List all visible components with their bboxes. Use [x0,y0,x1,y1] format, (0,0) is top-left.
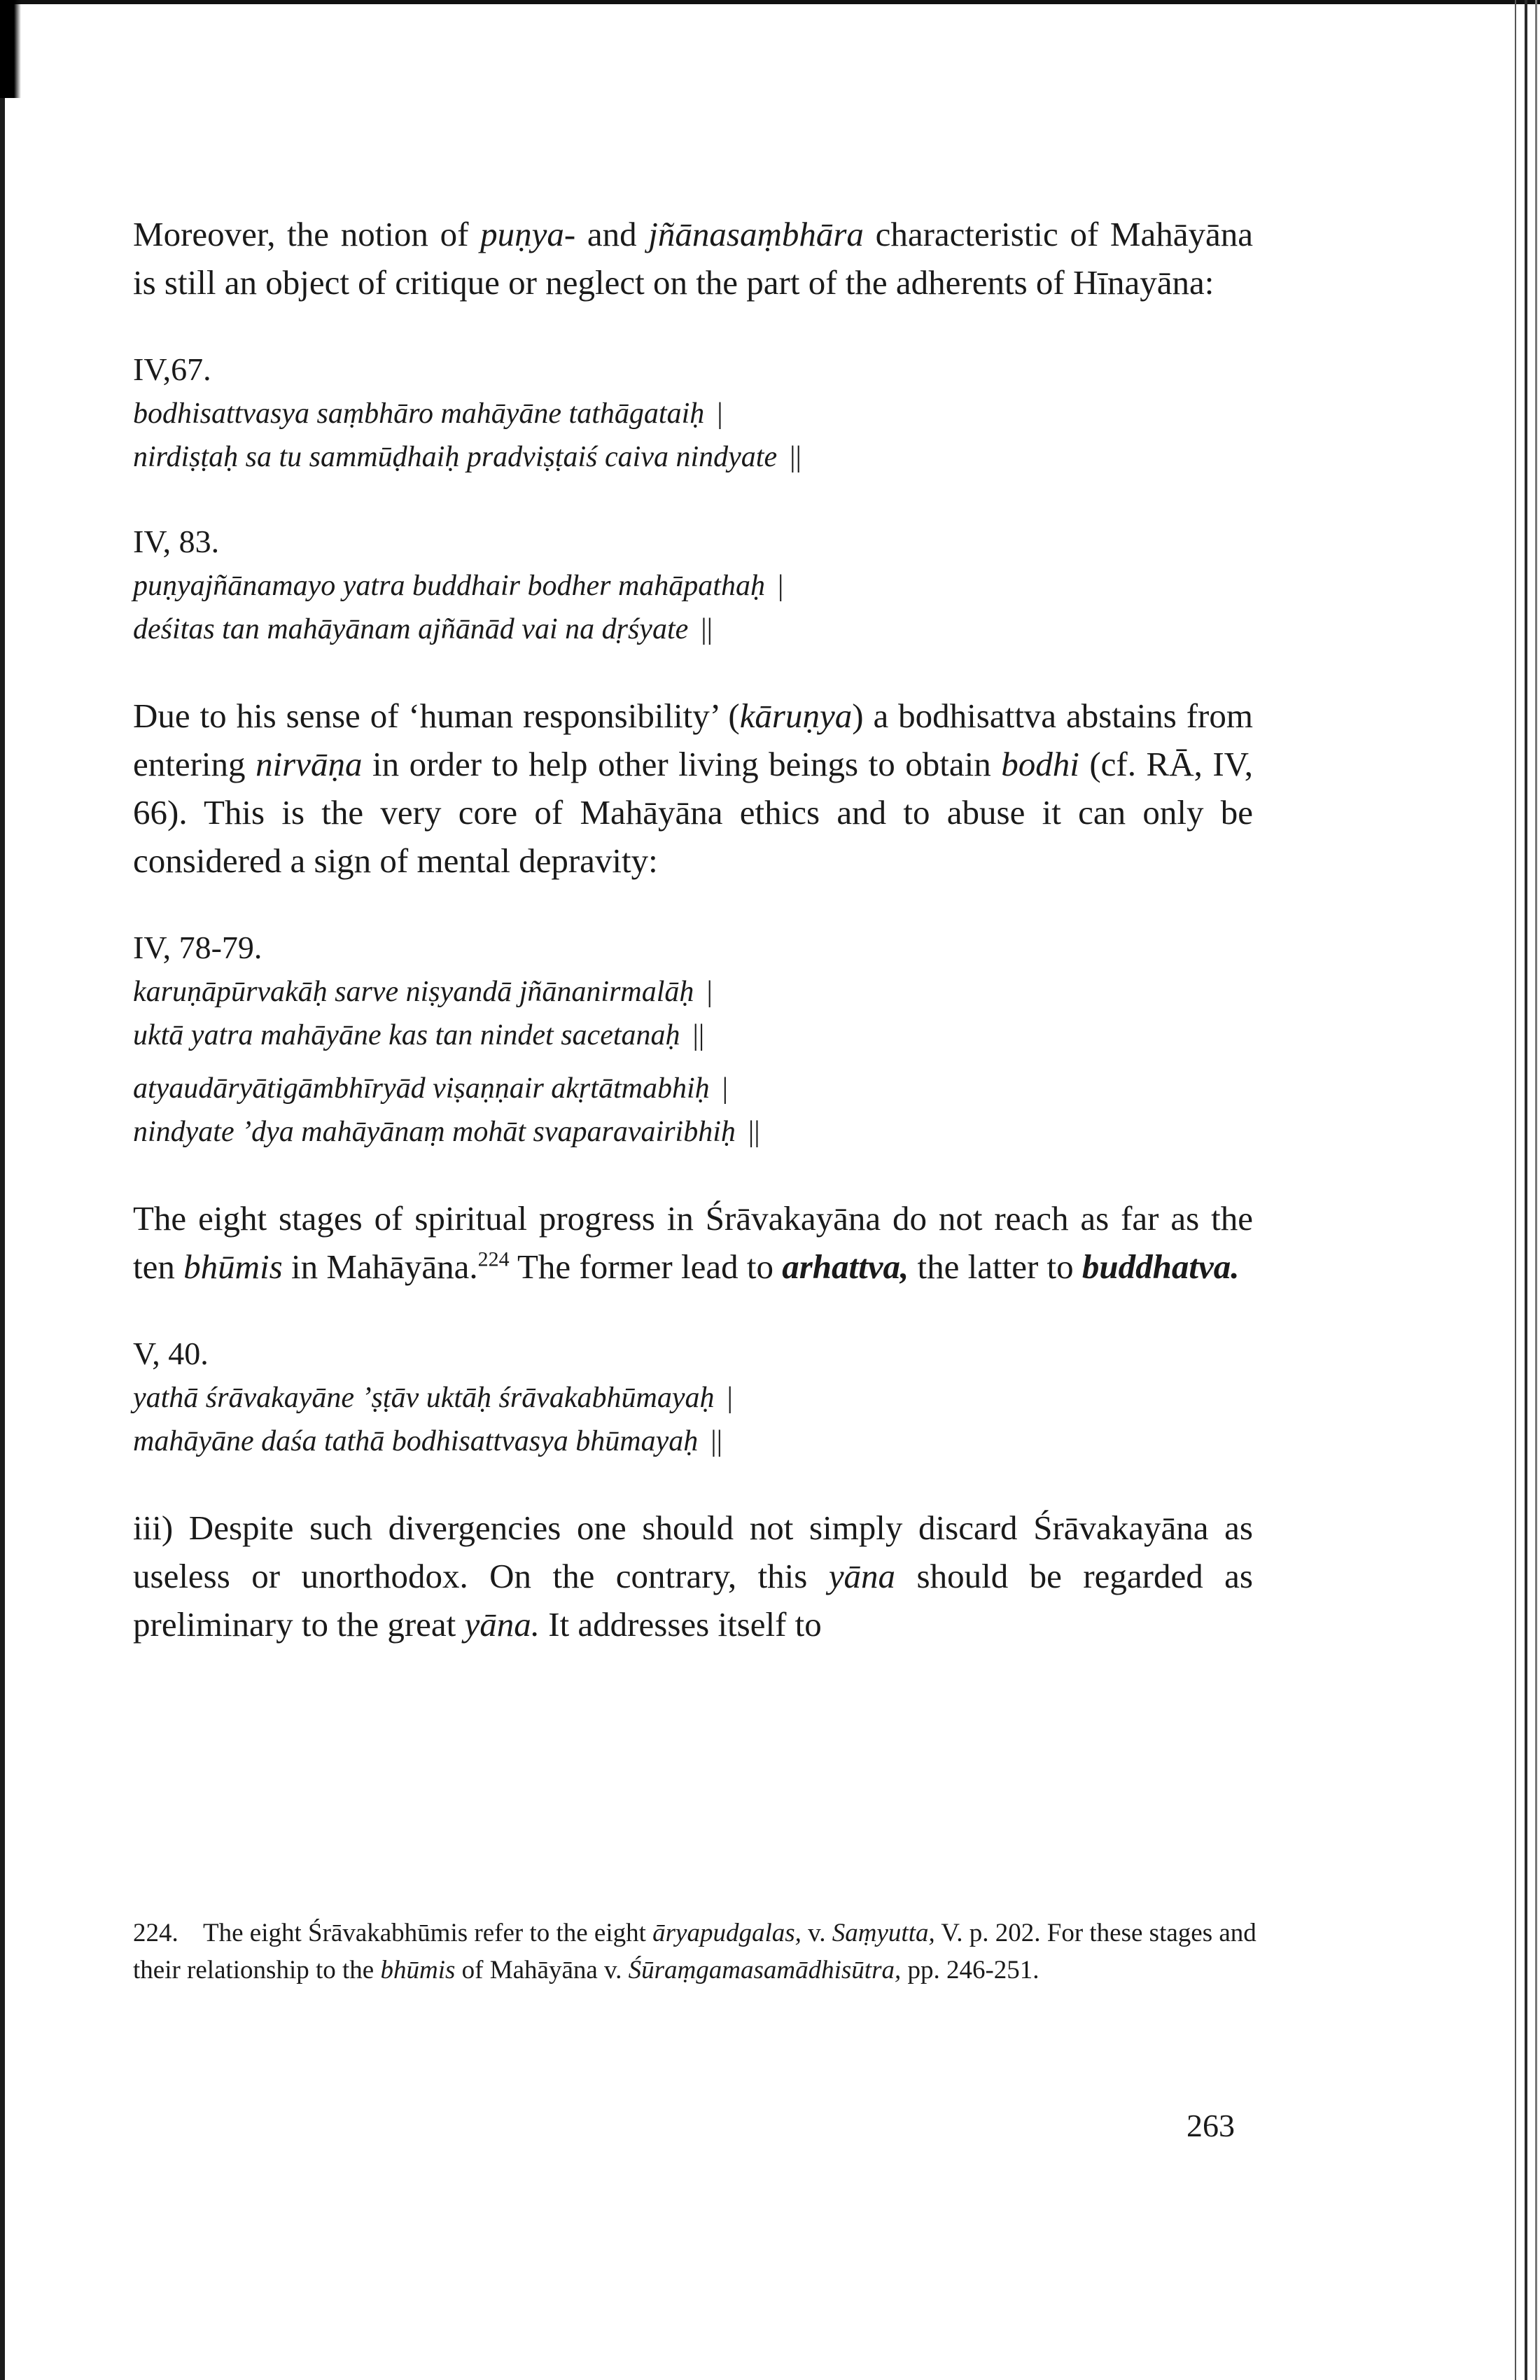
scan-edge-right-outer [1535,0,1537,2380]
verse-line: atyaudāryātigāmbhīryād viṣaṇṇair akṛtātmabhiḥ | [133,1072,729,1105]
verse-line: bodhisattvasya saṃbhāro mahāyāne tathāgataiḥ | [133,398,723,430]
footnote-224 [133,1914,1267,1989]
verse-line: puṇyajñānamayo yatra buddhair bodher mahāpathaḥ | [133,570,784,602]
scan-edge-right [1525,0,1527,2380]
footnote-marker[interactable]: 224 [477,1247,510,1271]
verse-block-iv-78-79 [133,925,1253,1154]
verse-reference: IV, 78-79. [133,930,262,965]
verse-reference: V, 40. [133,1336,209,1371]
verse-block-iv-67 [133,347,1253,479]
verse-line: uktā yatra mahāyāne kas tan nindet sacetanaḥ || [133,1019,705,1051]
verse-block-v-40 [133,1331,1253,1463]
footnote-text: 224. The eight Śrāvakabhūmis refer to the eight āryapudgalas, v. Saṃyutta, V. p. 202. For these stages and their relationship to the bhūmis of Mahāyāna v. Śūraṃgamasamādhisūtra, pp. 246-251. [133,1914,1267,1989]
paragraph-bhumis: The eight stages of spiritual progress in Śrāvakayāna do not reach as far as the ten bhūmis in Mahāyāna.$^{224}$ The former lead to arhattva, the latter to buddhatva. [133,1199,1253,1286]
verse-line: nindyate ’dya mahāyānaṃ mohāt svaparavairibhiḥ || [133,1116,760,1148]
footnote-number: 224. [133,1919,178,1947]
verse-reference: IV, 83. [133,524,220,559]
scan-edge-right-inner [1515,0,1516,2380]
verse-reference: IV,67. [133,351,211,387]
scan-corner-shadow [0,0,21,98]
paragraph-intro: Moreover, the notion of puṇya- and jñānasaṃbhāra characteristic of Mahāyāna is still an object of critique or neglect on the part of the adherents of Hīnayāna: [133,215,1253,302]
verse-line: deśitas tan mahāyānam ajñānād vai na dṛśyate || [133,613,713,645]
scan-edge-left [0,0,5,2380]
verse-line: mahāyāne daśa tathā bodhisattvasya bhūmayaḥ || [133,1425,723,1457]
paragraph-karunya: Due to his sense of ‘human responsibility’ (kāruṇya) a bodhisattva abstains from entering nirvāṇa in order to help other living beings to obtain bodhi (cf. RĀ, IV, 66). This is the very core of Mahāyāna ethics and to abuse it can only be considered a sign of mental depravity: [133,696,1253,880]
verse-line: karuṇāpūrvakāḥ sarve niṣyandā jñānanirmalāḥ | [133,976,713,1008]
verse-line: nirdiṣṭaḥ sa tu sammūḍhaiḥ pradviṣṭaiś caiva nindyate || [133,441,802,473]
paragraph-sravakayana: iii) Despite such divergencies one should not simply discard Śrāvakayāna as useless or unorthodox. On the contrary, this yāna should be regarded as preliminary to the great yāna. It addresses itself to [133,1508,1253,1644]
verse-block-iv-83 [133,519,1253,651]
page-body [133,210,1253,1648]
scan-edge-top [0,0,1540,4]
page-number: 263 [1186,2108,1235,2143]
verse-line: yathā śrāvakayāne ’ṣṭāv uktāḥ śrāvakabhūmayaḥ | [133,1382,733,1414]
